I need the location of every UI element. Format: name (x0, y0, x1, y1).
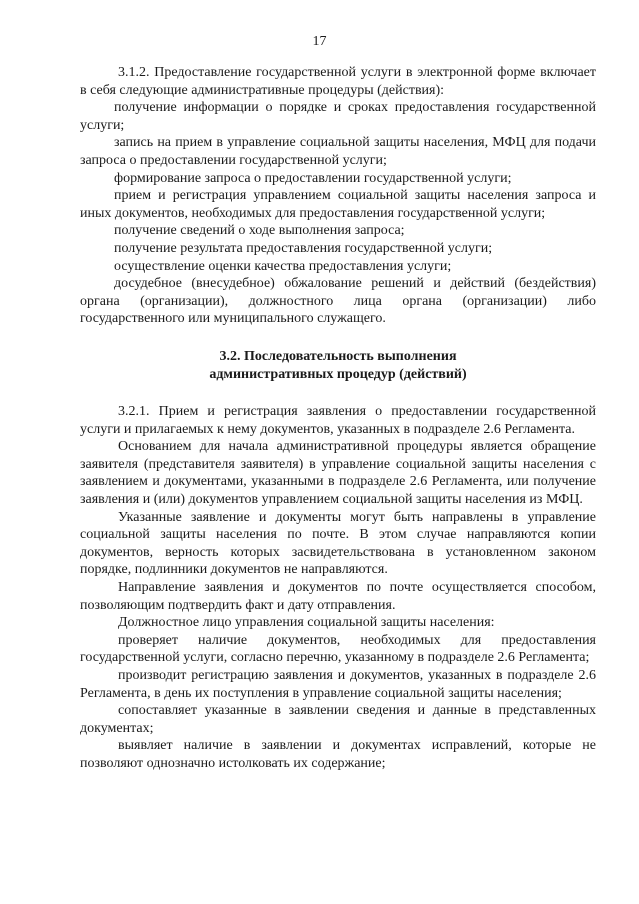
paragraph: Направление заявления и документов по почте осуществляется способом, позволяющим подтвердить факт и дату отправления. (80, 580, 596, 613)
procedure-item: формирование запроса о предоставлении государственной услуги; (114, 170, 512, 186)
paragraph: Основанием для начала административной процедуры является обращение заявителя (представителя заявителя) в управление социальной защиты населения с заявлением и документами, указанными в подразделе 2.6 Регламента, или получение заявления и (или) документов управлением социальной защиты населения из МФЦ. (80, 439, 596, 508)
procedure-item: прием и регистрация управлением социальной защиты населения запроса и иных документов, необходимых для предоставления государственной услуги; (80, 188, 596, 221)
document-body (80, 64, 596, 773)
procedure-item: получение сведений о ходе выполнения запроса; (114, 223, 405, 239)
page-number: 17 (312, 34, 327, 49)
paragraph: сопоставляет указанные в заявлении сведения и данные в представленных документах; (80, 703, 596, 736)
paragraph: выявляет наличие в заявлении и документах исправлений, которые не позволяют однозначно истолковать их содержание; (80, 738, 596, 771)
procedure-item: получение результата предоставления государственной услуги; (114, 240, 493, 256)
paragraph: проверяет наличие документов, необходимых для предоставления государственной услуги, согласно перечню, указанному в подразделе 2.6 Регламента; (80, 632, 596, 666)
section-heading-line: административных процедур (действий) (209, 366, 467, 382)
procedure-item: осуществление оценки качества предоставления услуги; (114, 258, 452, 274)
section-3-1-2-intro: 3.1.2. Предоставление государственной услуги в электронной форме включает в себя следующие административные процедуры (действия): (80, 65, 596, 98)
paragraph: Должностное лицо управления социальной защиты населения: (118, 615, 495, 631)
paragraph: 3.2.1. Прием и регистрация заявления о предоставлении государственной услуги и прилагаемых к нему документов, указанных в подразделе 2.6 Регламента. (80, 404, 596, 437)
section-3-2-heading (80, 348, 596, 383)
procedure-item: досудебное (внесудебное) обжалование решений и действий (бездействия) органа (организации), должностного лица органа (организации) либо государственного или муниципального служащего. (80, 276, 596, 327)
paragraph: производит регистрацию заявления и документов, указанных в подразделе 2.6 Регламента, в день их поступления в управление социальной защиты населения; (80, 668, 596, 701)
section-heading-line: 3.2. Последовательность выполнения (219, 348, 457, 364)
procedure-item: получение информации о порядке и сроках предоставления государственной услуги; (80, 100, 596, 133)
paragraph: Указанные заявление и документы могут быть направлены в управление социальной защиты населения по почте. В этом случае направляются копии документов, верность которых засвидетельствована в установленном законом порядке, подлинники документов не направляются. (80, 509, 596, 578)
procedure-item: запись на прием в управление социальной защиты населения, МФЦ для подачи запроса о предоставлении государственной услуги; (80, 135, 596, 168)
